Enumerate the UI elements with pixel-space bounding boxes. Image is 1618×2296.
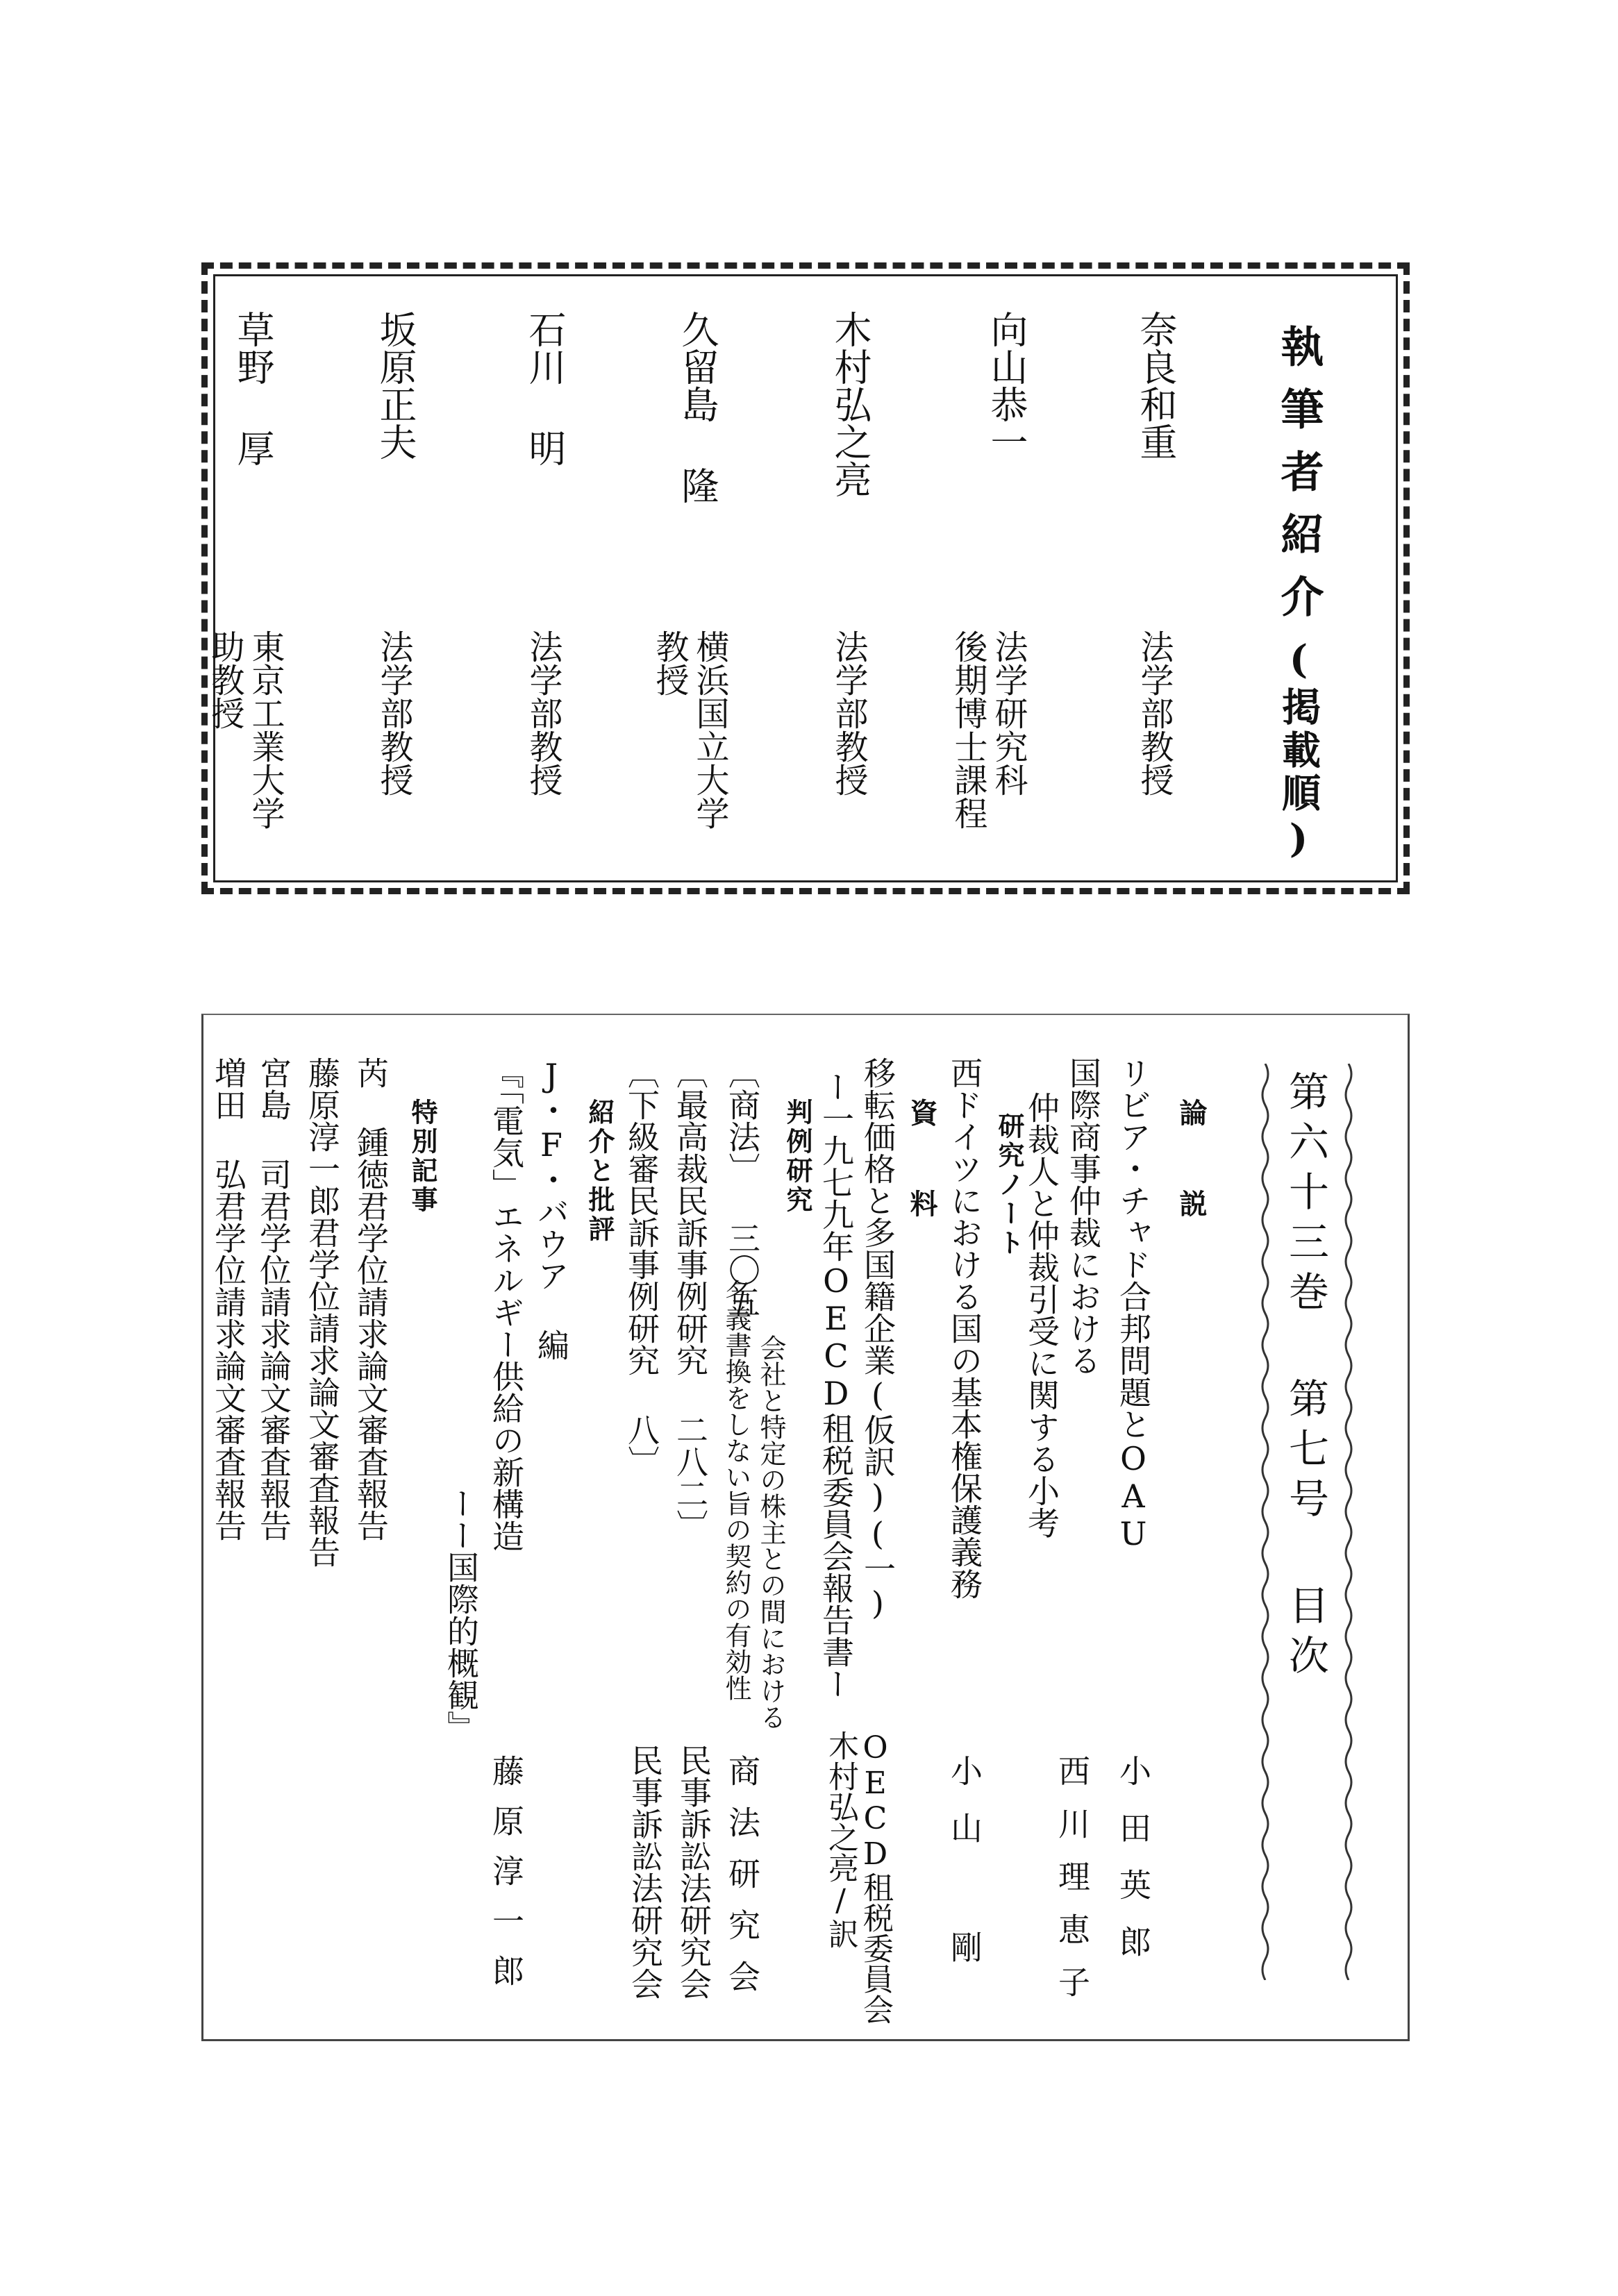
toc-entry-author: 藤原淳一郎 bbox=[487, 1754, 525, 2004]
toc-entry-title: J・F・バウア 編 bbox=[533, 1057, 570, 1361]
toc-entry-title: 〔商法〕 三〇五 bbox=[724, 1057, 761, 1318]
toc-entry-title: 仲裁人と仲裁引受に関する小考 bbox=[1023, 1091, 1060, 1539]
contributors-title-suffix: (掲載順) bbox=[1276, 637, 1321, 866]
toc-entry-author: 西川理恵子 bbox=[1053, 1754, 1091, 2018]
section-heading: 紹介と批評 bbox=[584, 1098, 615, 1244]
toc-entry-subtitle: ーー国際的概観』 bbox=[442, 1487, 480, 1743]
wavy-line-icon bbox=[1342, 1064, 1356, 1980]
toc-entry-title: 増田 弘君学位請求論文審査報告 bbox=[210, 1057, 247, 1541]
section-heading: 論 説 bbox=[1175, 1098, 1208, 1232]
contributor-affiliation: 法学部教授 bbox=[1135, 630, 1174, 796]
toc-entry-title: 宮島 司君学位請求論文審査報告 bbox=[255, 1057, 292, 1541]
toc-entry-title: 『「電気」エネルギー供給の新構造 bbox=[487, 1057, 525, 1552]
section-heading: 特別記事 bbox=[407, 1098, 438, 1215]
toc-entry-title: 芮 鍾徳君学位請求論文審査報告 bbox=[352, 1057, 390, 1541]
contributor-name: 久留島 隆 bbox=[676, 310, 719, 504]
section-heading: 判例研究 bbox=[782, 1098, 813, 1215]
contributor-name: 石川 明 bbox=[523, 310, 567, 467]
toc-entry-author: 小田英郎 bbox=[1115, 1754, 1152, 1982]
toc-title: 第六十三巻 第七号 目次 bbox=[1282, 1071, 1329, 1684]
toc-entry-title: 移転価格と多国籍企業(仮訳)(一) bbox=[859, 1057, 896, 1622]
contributor-name: 奈良和重 bbox=[1134, 310, 1178, 460]
toc-entry-author: 小山 剛 bbox=[946, 1754, 983, 1988]
wavy-line-icon bbox=[1258, 1064, 1272, 1980]
contributor-affiliation: 法学研究科 後期博士課程 bbox=[949, 630, 1028, 830]
toc-entry-title: 国際商事仲裁における bbox=[1065, 1057, 1102, 1376]
contributor-name: 坂原正夫 bbox=[374, 310, 417, 460]
toc-title-border bbox=[1258, 1064, 1265, 1980]
toc-entry-title: 西ドイツにおける国の基本権保護義務 bbox=[946, 1057, 983, 1600]
section-heading: 資 料 bbox=[906, 1098, 938, 1232]
contributor-affiliation: 横浜国立大学 教授 bbox=[650, 630, 729, 830]
contributor-affiliation: 東京工業大学 助教授 bbox=[206, 630, 285, 830]
toc-entry-author: 民事訴訟法研究会 bbox=[626, 1744, 664, 2000]
toc-title-border bbox=[1342, 1064, 1349, 1980]
toc-entry-title: 〔最高裁民訴事例研究 二八二〕 bbox=[672, 1057, 709, 1541]
contributor-name: 草野 厚 bbox=[231, 310, 275, 467]
contributors-title: 執筆者紹介(掲載順) bbox=[1274, 324, 1324, 866]
toc-entry-title: リビア・チャド合邦問題とOAU bbox=[1115, 1057, 1152, 1552]
toc-entry-author: 商法研究会 bbox=[724, 1754, 761, 2011]
toc-entry-author: OECD租税委員会 bbox=[858, 1730, 893, 2025]
contributors-box bbox=[201, 262, 1410, 894]
toc-entry-subtitle: ー一九七九年OECD租税委員会報告書ー bbox=[817, 1071, 855, 1700]
contributor-name: 向山恭一 bbox=[985, 310, 1028, 460]
toc-entry-title: 藤原淳一郎君学位請求論文審査報告 bbox=[303, 1057, 341, 1568]
toc-entry-subtitle: 名義書換をしない旨の契約の有効性 bbox=[721, 1279, 751, 1701]
contributor-affiliation: 法学部教授 bbox=[524, 630, 562, 796]
section-heading: 研究ノート bbox=[994, 1112, 1025, 1258]
contributor-affiliation: 法学部教授 bbox=[374, 630, 413, 796]
toc-entry-author: 民事訴訟法研究会 bbox=[675, 1744, 712, 2000]
toc-entry-author: 木村弘之亮/訳 bbox=[823, 1730, 858, 1949]
toc-box bbox=[201, 1014, 1410, 2041]
contributor-affiliation: 法学部教授 bbox=[829, 630, 868, 796]
toc-entry-subtitle: 会社と特定の株主との間における bbox=[756, 1334, 786, 1730]
contributor-name: 木村弘之亮 bbox=[828, 310, 872, 498]
toc-entry-title: 〔下級審民訴事例研究 八〕 bbox=[623, 1057, 660, 1477]
